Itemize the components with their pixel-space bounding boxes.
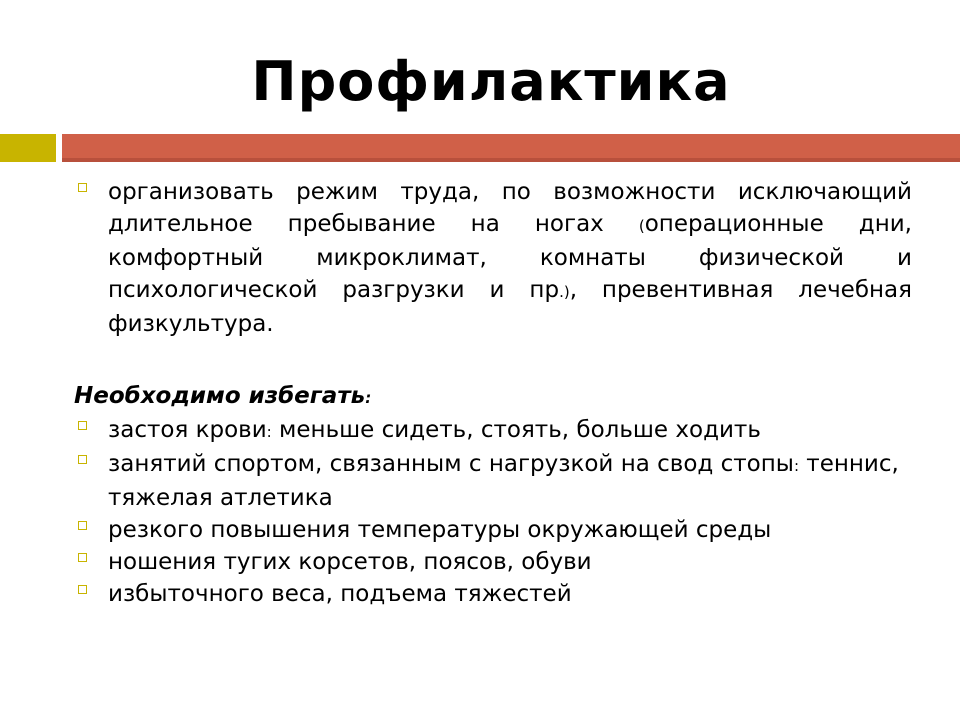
item-text-tail: меньше сидеть, стоять, больше ходить <box>271 417 761 443</box>
list-item <box>74 448 912 514</box>
item-text-paren: операционные дни, комфортный микроклимат, комнаты физической и психологической разгрузки и пр <box>108 211 912 303</box>
square-bullet-icon <box>78 585 87 594</box>
slide-title: Профилактика <box>251 50 731 113</box>
square-bullet-icon <box>78 455 87 464</box>
item-colon: : <box>266 423 272 441</box>
accent-bar-shadow <box>62 158 960 162</box>
item-text: застоя крови <box>108 417 267 443</box>
square-bullet-icon <box>78 553 87 562</box>
square-bullet-icon <box>78 421 87 430</box>
list-item <box>74 514 912 546</box>
item-text: занятий спортом, связанным с нагрузкой на свод стопы <box>108 451 794 477</box>
item-text-tail: , превентивная лечебная физкультура. <box>108 277 912 337</box>
list-item <box>74 176 912 340</box>
item-text-tail: теннис, тяжелая атлетика <box>108 451 899 511</box>
list-item <box>74 414 912 448</box>
item-paren-close: .) <box>559 283 570 301</box>
square-bullet-icon <box>78 183 87 192</box>
slide-body <box>74 176 912 610</box>
avoid-heading-text: Необходимо избегать <box>74 383 366 409</box>
avoid-heading <box>74 380 912 414</box>
item-paren-open: ( <box>638 217 645 235</box>
list-item <box>74 546 912 578</box>
item-text: организовать режим труда, по возможности исключающий длительное пребывание на ногах <box>108 179 912 237</box>
item-text: избыточного веса, подъема тяжестей <box>108 581 572 607</box>
avoid-heading-colon: : <box>365 389 372 407</box>
item-text: ношения тугих корсетов, поясов, обуви <box>108 549 592 575</box>
accent-bar-left <box>0 134 56 162</box>
item-text: резкого повышения температуры окружающей среды <box>108 517 772 543</box>
list-item <box>74 578 912 610</box>
square-bullet-icon <box>78 521 87 530</box>
item-colon: : <box>793 457 799 475</box>
